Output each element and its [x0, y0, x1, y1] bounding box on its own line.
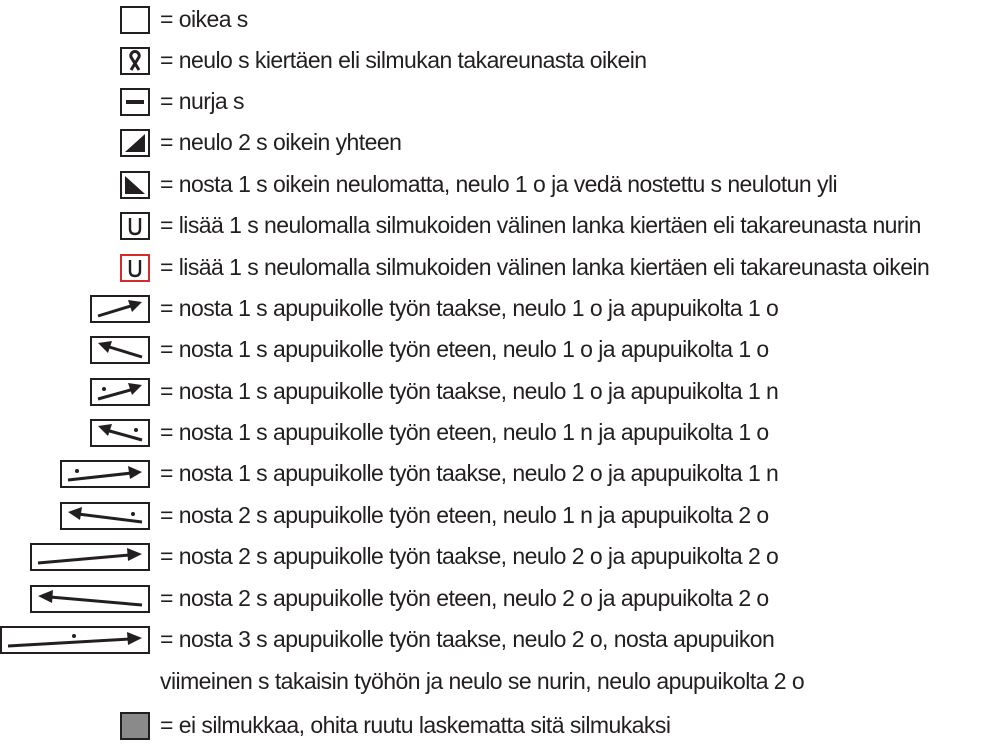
legend-text: = lisää 1 s neulomalla silmukoiden välinen lanka kiertäen eli takareunasta nurin: [160, 212, 921, 238]
legend-text: = nosta 1 s apupuikolle työn taakse, neulo 2 o ja apupuikolta 1 n: [160, 460, 779, 486]
legend-text: = nosta 1 s apupuikolle työn taakse, neulo 1 o ja apupuikolta 1 n: [160, 378, 779, 404]
legend-row-m1-purl: [0, 206, 1004, 246]
cable-2-1-right-purl-icon: [60, 460, 150, 488]
cable-1-1-left-icon: [90, 336, 150, 364]
increase-purl-u-icon: [120, 212, 150, 240]
legend-text-continuation: viimeinen s takaisin työhön ja neulo se nurin, neulo apupuikolta 2 o: [160, 668, 805, 694]
empty-square-icon: [120, 6, 150, 34]
cable-1-1-left-purl-icon: [90, 419, 150, 447]
legend-text: = nosta 2 s apupuikolle työn eteen, neulo 1 n ja apupuikolta 2 o: [160, 502, 769, 528]
legend-text: = lisää 1 s neulomalla silmukoiden välinen lanka kiertäen eli takareunasta oikein: [160, 254, 930, 280]
legend-row-purl: [0, 82, 1004, 122]
legend-row-cable-2-2-right: [0, 537, 1004, 577]
legend-text: = nosta 2 s apupuikolle työn taakse, neulo 2 o ja apupuikolta 2 o: [160, 543, 779, 569]
purl-dash-icon: [120, 88, 150, 116]
legend-row-cable-1-1-right: [0, 289, 1004, 329]
legend-row-cable-2-1-left-purl: [0, 496, 1004, 536]
no-stitch-gray-icon: [120, 712, 150, 740]
legend-text: = nurja s: [160, 88, 244, 114]
legend-row-m1-knit: [0, 248, 1004, 288]
legend-text: = nosta 3 s apupuikolle työn taakse, neulo 2 o, nosta apupuikon: [160, 626, 775, 652]
cable-1-1-right-icon: [90, 295, 150, 323]
legend-text: = nosta 1 s apupuikolle työn eteen, neulo 1 n ja apupuikolta 1 o: [160, 419, 769, 445]
legend-text: = nosta 2 s apupuikolle työn eteen, neulo 2 o ja apupuikolta 2 o: [160, 585, 769, 611]
right-slant-decrease-icon: [120, 129, 150, 157]
legend-text: = neulo s kiertäen eli silmukan takareunasta oikein: [160, 47, 647, 73]
legend-row-cable-1-1-left: [0, 330, 1004, 370]
legend-row-no-stitch: [0, 706, 1004, 746]
cable-2-1-left-purl-icon: [60, 502, 150, 530]
legend-row-cable-2-1-2-right: [0, 620, 1004, 702]
legend-text: = oikea s: [160, 6, 248, 32]
legend-row-skp: [0, 165, 1004, 205]
legend-text: = nosta 1 s apupuikolle työn taakse, neulo 1 o ja apupuikolta 1 o: [160, 295, 779, 321]
legend-row-cable-2-1-right-purl: [0, 454, 1004, 494]
legend-row-k2tog: [0, 123, 1004, 163]
legend-text: = nosta 1 s apupuikolle työn eteen, neulo 1 o ja apupuikolta 1 o: [160, 336, 769, 362]
legend-row-twisted-knit: [0, 41, 1004, 81]
legend-text: = nosta 1 s oikein neulomatta, neulo 1 o ja vedä nostettu s neulotun yli: [160, 171, 838, 197]
cable-1-1-right-purl-icon: [90, 378, 150, 406]
legend-text: = neulo 2 s oikein yhteen: [160, 129, 402, 155]
legend-text: = ei silmukkaa, ohita ruutu laskematta sitä silmukaksi: [160, 712, 671, 738]
twisted-stitch-icon: [120, 47, 150, 75]
cable-2-2-left-icon: [30, 585, 150, 613]
cable-2-1-2-right-icon: [0, 626, 150, 654]
legend-row-cable-1-1-left-purl: [0, 413, 1004, 453]
legend-row-cable-1-1-right-purl: [0, 372, 1004, 412]
legend-row-cable-2-2-left: [0, 579, 1004, 619]
increase-knit-u-red-icon: [120, 254, 150, 282]
left-slant-decrease-icon: [120, 171, 150, 199]
cable-2-2-right-icon: [30, 543, 150, 571]
legend-row-knit: [0, 0, 1004, 40]
